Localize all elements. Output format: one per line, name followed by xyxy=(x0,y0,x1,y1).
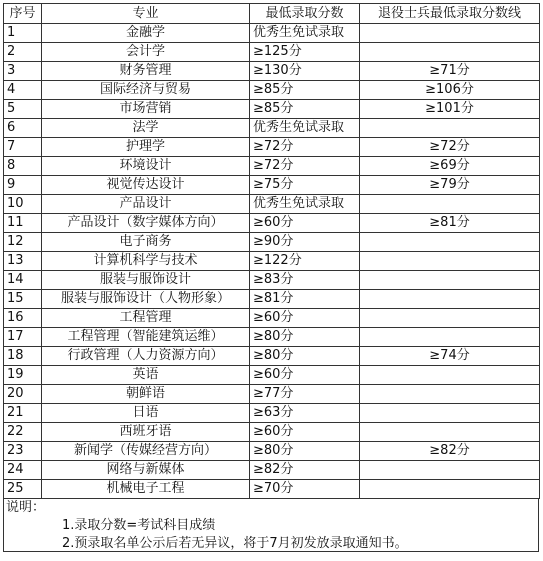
row-min-score: ≥80分 xyxy=(250,442,360,461)
row-veteran-score xyxy=(360,480,540,499)
row-major: 会计学 xyxy=(42,43,250,62)
row-veteran-score: ≥72分 xyxy=(360,138,540,157)
row-index: 1 xyxy=(4,24,42,43)
row-veteran-score xyxy=(360,366,540,385)
table-row xyxy=(4,480,540,499)
row-major: 工程管理（智能建筑运维） xyxy=(42,328,250,347)
row-min-score: ≥60分 xyxy=(250,423,360,442)
admission-table xyxy=(3,3,540,499)
row-major: 计算机科学与技术 xyxy=(42,252,250,271)
row-veteran-score: ≥106分 xyxy=(360,81,540,100)
row-veteran-score xyxy=(360,328,540,347)
row-min-score: 优秀生免试录取 xyxy=(250,24,360,43)
row-major: 新闻学（传媒经营方向） xyxy=(42,442,250,461)
table-row xyxy=(4,423,540,442)
row-min-score: ≥130分 xyxy=(250,62,360,81)
row-index: 3 xyxy=(4,62,42,81)
table-row xyxy=(4,385,540,404)
row-index: 6 xyxy=(4,119,42,138)
header-veteran-score: 退役士兵最低录取分数线 xyxy=(360,4,540,24)
row-veteran-score xyxy=(360,309,540,328)
row-min-score: ≥82分 xyxy=(250,461,360,480)
row-veteran-score: ≥81分 xyxy=(360,214,540,233)
table-row xyxy=(4,404,540,423)
row-index: 21 xyxy=(4,404,42,423)
row-major: 金融学 xyxy=(42,24,250,43)
row-veteran-score xyxy=(360,385,540,404)
row-veteran-score: ≥101分 xyxy=(360,100,540,119)
row-min-score: ≥80分 xyxy=(250,347,360,366)
row-min-score: ≥72分 xyxy=(250,138,360,157)
row-min-score: ≥60分 xyxy=(250,309,360,328)
table-row xyxy=(4,62,540,81)
row-min-score: ≥81分 xyxy=(250,290,360,309)
row-index: 5 xyxy=(4,100,42,119)
row-major: 国际经济与贸易 xyxy=(42,81,250,100)
table-row xyxy=(4,214,540,233)
row-min-score: ≥63分 xyxy=(250,404,360,423)
admission-scores-document xyxy=(3,3,539,552)
row-index: 11 xyxy=(4,214,42,233)
row-index: 22 xyxy=(4,423,42,442)
row-veteran-score xyxy=(360,43,540,62)
row-index: 13 xyxy=(4,252,42,271)
row-major: 环境设计 xyxy=(42,157,250,176)
row-min-score: ≥83分 xyxy=(250,271,360,290)
row-index: 8 xyxy=(4,157,42,176)
row-index: 18 xyxy=(4,347,42,366)
table-row xyxy=(4,347,540,366)
row-veteran-score xyxy=(360,404,540,423)
row-min-score: ≥70分 xyxy=(250,480,360,499)
row-min-score: ≥60分 xyxy=(250,366,360,385)
row-major: 西班牙语 xyxy=(42,423,250,442)
row-major: 服装与服饰设计 xyxy=(42,271,250,290)
row-min-score: ≥77分 xyxy=(250,385,360,404)
row-min-score: ≥90分 xyxy=(250,233,360,252)
row-index: 7 xyxy=(4,138,42,157)
row-veteran-score: ≥71分 xyxy=(360,62,540,81)
row-veteran-score xyxy=(360,24,540,43)
notes-line-2: 2.预录取名单公示后若无异议，将于7月初发放录取通知书。 xyxy=(62,536,408,551)
row-major: 机械电子工程 xyxy=(42,480,250,499)
table-row xyxy=(4,461,540,480)
row-index: 9 xyxy=(4,176,42,195)
row-veteran-score xyxy=(360,423,540,442)
table-row xyxy=(4,366,540,385)
row-index: 20 xyxy=(4,385,42,404)
row-index: 23 xyxy=(4,442,42,461)
table-row xyxy=(4,157,540,176)
row-index: 24 xyxy=(4,461,42,480)
row-index: 19 xyxy=(4,366,42,385)
row-major: 产品设计 xyxy=(42,195,250,214)
row-major: 行政管理（人力资源方向） xyxy=(42,347,250,366)
row-veteran-score xyxy=(360,461,540,480)
row-major: 法学 xyxy=(42,119,250,138)
row-major: 视觉传达设计 xyxy=(42,176,250,195)
row-index: 4 xyxy=(4,81,42,100)
row-veteran-score xyxy=(360,271,540,290)
row-index: 14 xyxy=(4,271,42,290)
row-veteran-score xyxy=(360,119,540,138)
row-veteran-score: ≥69分 xyxy=(360,157,540,176)
table-row xyxy=(4,100,540,119)
header-min-score: 最低录取分数 xyxy=(250,4,360,24)
row-veteran-score xyxy=(360,252,540,271)
row-major: 财务管理 xyxy=(42,62,250,81)
table-row xyxy=(4,271,540,290)
row-veteran-score: ≥74分 xyxy=(360,347,540,366)
row-index: 25 xyxy=(4,480,42,499)
row-veteran-score: ≥79分 xyxy=(360,176,540,195)
notes-section xyxy=(3,499,539,552)
row-min-score: ≥60分 xyxy=(250,214,360,233)
row-major: 朝鲜语 xyxy=(42,385,250,404)
row-min-score: ≥122分 xyxy=(250,252,360,271)
header-major: 专业 xyxy=(42,4,250,24)
row-major: 电子商务 xyxy=(42,233,250,252)
row-min-score: ≥75分 xyxy=(250,176,360,195)
table-row xyxy=(4,176,540,195)
row-veteran-score: ≥82分 xyxy=(360,442,540,461)
row-min-score: 优秀生免试录取 xyxy=(250,119,360,138)
table-row xyxy=(4,119,540,138)
table-row xyxy=(4,81,540,100)
row-major: 市场营销 xyxy=(42,100,250,119)
row-index: 16 xyxy=(4,309,42,328)
row-min-score: ≥85分 xyxy=(250,100,360,119)
notes-title: 说明： xyxy=(6,500,46,515)
table-row xyxy=(4,442,540,461)
row-major: 产品设计（数字媒体方向） xyxy=(42,214,250,233)
notes-line-1: 1.录取分数=考试科目成绩 xyxy=(62,518,216,533)
table-row xyxy=(4,252,540,271)
table-row xyxy=(4,328,540,347)
row-major: 护理学 xyxy=(42,138,250,157)
row-major: 日语 xyxy=(42,404,250,423)
table-row xyxy=(4,43,540,62)
row-veteran-score xyxy=(360,290,540,309)
table-row xyxy=(4,24,540,43)
table-row xyxy=(4,309,540,328)
row-veteran-score xyxy=(360,233,540,252)
row-major: 网络与新媒体 xyxy=(42,461,250,480)
row-index: 17 xyxy=(4,328,42,347)
table-row xyxy=(4,195,540,214)
row-veteran-score xyxy=(360,195,540,214)
row-major: 工程管理 xyxy=(42,309,250,328)
row-index: 15 xyxy=(4,290,42,309)
row-min-score: ≥80分 xyxy=(250,328,360,347)
table-row xyxy=(4,290,540,309)
row-min-score: ≥72分 xyxy=(250,157,360,176)
row-index: 12 xyxy=(4,233,42,252)
table-header-row xyxy=(4,4,540,24)
row-min-score: ≥125分 xyxy=(250,43,360,62)
header-index: 序号 xyxy=(4,4,42,24)
row-index: 2 xyxy=(4,43,42,62)
row-major: 服装与服饰设计（人物形象） xyxy=(42,290,250,309)
row-min-score: ≥85分 xyxy=(250,81,360,100)
row-index: 10 xyxy=(4,195,42,214)
row-major: 英语 xyxy=(42,366,250,385)
table-row xyxy=(4,233,540,252)
table-row xyxy=(4,138,540,157)
row-min-score: 优秀生免试录取 xyxy=(250,195,360,214)
